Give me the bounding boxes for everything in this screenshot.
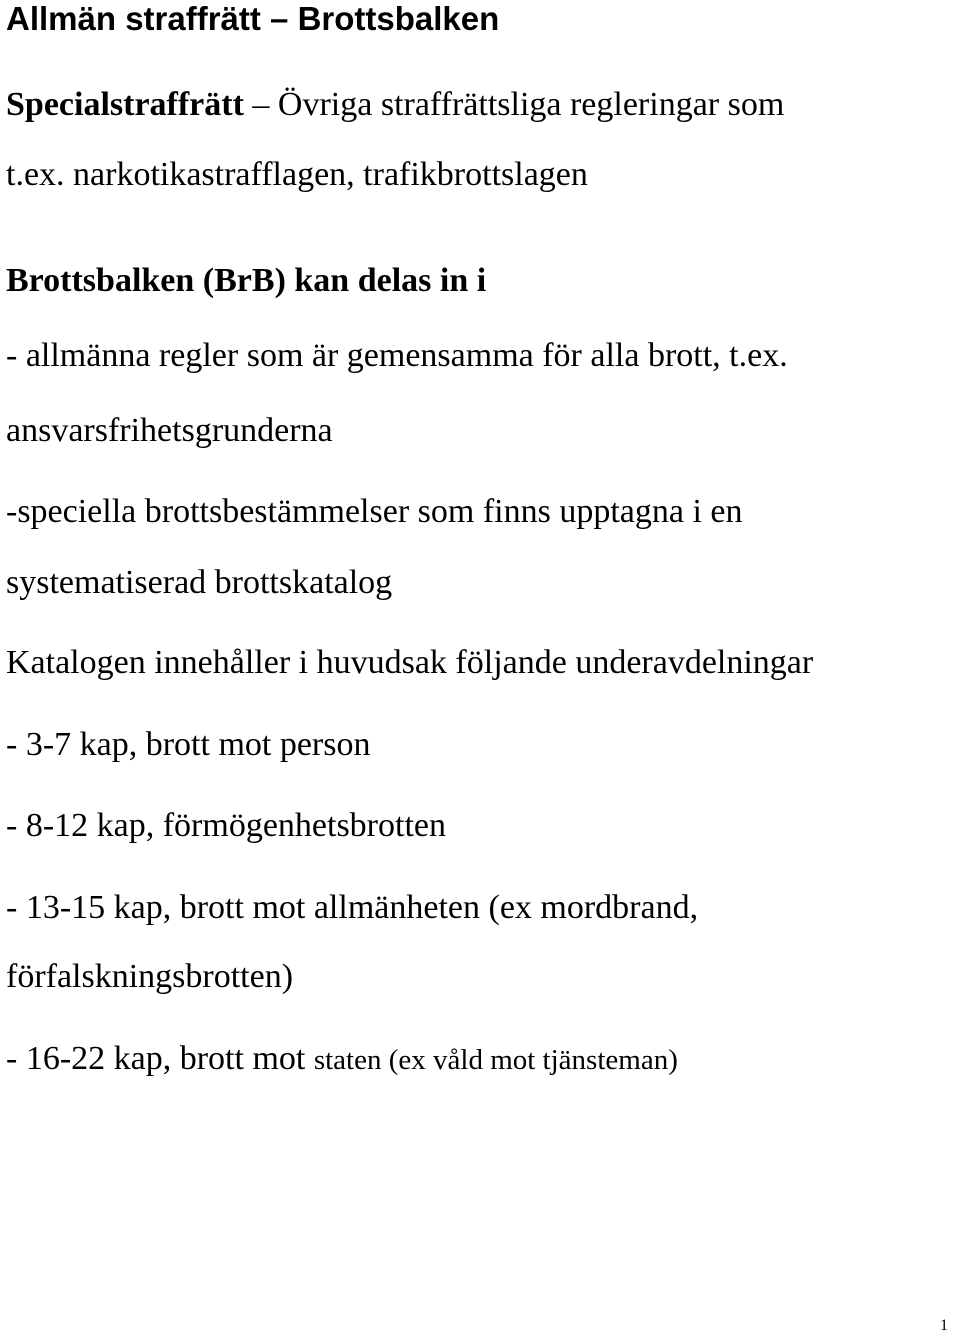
list-item-continuation: förfalskningsbrotten) [6,958,294,995]
page-number: 1 [940,1317,948,1334]
list-item: - 3-7 kap, brott mot person [6,726,371,763]
special-law-label: Specialstraffrätt [6,86,244,123]
list-item: - 8-12 kap, förmögenhetsbrotten [6,807,446,844]
list-item-last-main: - 16-22 kap, brott mot [6,1040,314,1077]
special-provisions-line-1: -speciella brottsbestämmelser som finns upptagna i en [6,493,743,530]
general-rules-line-2: ansvarsfrihetsgrunderna [6,412,333,449]
special-law-examples: t.ex. narkotikastrafflagen, trafikbrottslagen [6,156,588,193]
special-law-line [6,88,784,122]
catalog-intro: Katalogen innehåller i huvudsak följande underavdelningar [6,644,814,681]
list-item-last [6,1042,678,1076]
page-title: Allmän straffrätt – Brottsbalken [6,0,500,37]
special-law-text: – Övriga straffrättsliga regleringar som [243,86,785,123]
special-provisions-line-2: systematiserad brottskatalog [6,564,393,601]
general-rules-line-1: - allmänna regler som är gemensamma för alla brott, t.ex. [6,337,788,374]
list-item-last-small: staten (ex våld mot tjänsteman) [313,1044,678,1076]
brb-heading: Brottsbalken (BrB) kan delas in i [6,262,487,299]
list-item: - 13-15 kap, brott mot allmänheten (ex mordbrand, [6,889,699,926]
